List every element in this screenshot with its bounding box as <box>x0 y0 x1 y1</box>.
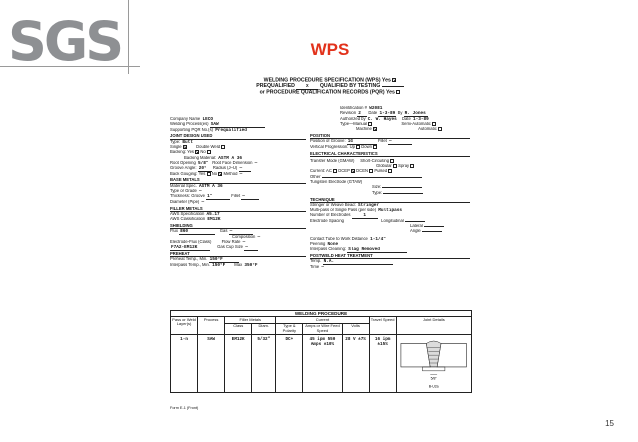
gas-label: Gas <box>219 229 228 234</box>
form-footer: Form E-1 (Front) <box>170 406 199 410</box>
material-spec-value: ASTM A 36 <box>198 184 248 189</box>
method-value: — <box>239 172 251 177</box>
qualified-by-testing-field <box>382 86 404 87</box>
sgs-logo <box>6 8 131 66</box>
thickness-label: Thickness: <box>170 194 191 199</box>
type-grade-label: Type or Grade <box>170 189 197 194</box>
other-value <box>322 177 422 178</box>
longitudinal-value <box>405 221 425 222</box>
back-gouging-yes-label: Yes <box>198 171 206 176</box>
pqr-label: or PROCEDURE QUALIFICATION RECORDS (PQR) Yes <box>259 89 395 96</box>
back-gouging-label: Back Gouging: <box>170 171 198 176</box>
globular-label: Globular <box>376 164 392 169</box>
backing-material-value: ASTM A 36 <box>217 156 257 161</box>
prequalified-label: PREQUALIFIED <box>256 83 295 89</box>
automatic-box <box>438 127 442 131</box>
header-rule-horizontal <box>0 66 140 67</box>
semi-automatic-box <box>432 122 436 126</box>
globular-box <box>393 164 397 168</box>
pqr-yes-box <box>396 90 400 94</box>
tungsten-type-value <box>383 193 423 194</box>
qualified-by-testing-label: QUALIFIED BY TESTING <box>319 83 381 89</box>
transfer-mode-label: Transfer Mode (GMAW) <box>310 158 355 163</box>
cell-amps: 45 ipm 550 Amps ±10% <box>303 334 342 392</box>
contact-tube-value: 1-1/4" <box>369 237 399 242</box>
joint-type-label: Type: <box>170 139 181 144</box>
tungsten-size-value <box>382 187 422 188</box>
angle-value <box>422 231 442 232</box>
double-weld-box <box>221 145 225 149</box>
radius-label: Radius (J–U) <box>212 166 238 171</box>
machine-label: Machine <box>356 127 372 132</box>
fillet-position-value: — <box>388 139 412 144</box>
backing-no-label: No <box>200 150 206 155</box>
stringer-weave-label: Stringer or Weave Bead: <box>310 202 356 207</box>
col-polarity: Type & Polarity <box>276 323 303 334</box>
tungsten-type-label: Type: <box>372 190 383 195</box>
root-opening-label: Root Opening <box>170 160 196 165</box>
electrode-spacing-label: Electrode Spacing <box>310 218 344 223</box>
composition-value: — <box>256 235 270 240</box>
technique-heading: TECHNIQUE <box>310 198 470 203</box>
form-header <box>190 78 470 96</box>
authorized-by-value: C. W. Hayes <box>367 117 401 122</box>
backing-no-box <box>207 150 211 154</box>
lateral-value <box>424 226 444 227</box>
spray-box <box>410 164 414 168</box>
electrical-heading: ELECTRICAL CHARACTERISTICS <box>310 152 470 157</box>
num-electrodes-label: Number of Electrodes <box>310 213 351 218</box>
thickness-fillet-value: — <box>241 194 259 199</box>
wps-form <box>170 78 470 418</box>
right-plate <box>437 344 466 367</box>
groove-angle-label: Groove Angle: <box>170 166 197 171</box>
header-rule-vertical <box>128 0 129 74</box>
angle-label: Angle <box>410 229 421 234</box>
procedure-title: WELDING PROCEDURE <box>170 310 472 316</box>
up-box <box>356 145 360 149</box>
backing-label: Backing: <box>170 150 187 155</box>
peening-label: Peening <box>310 241 326 246</box>
double-weld-label: Double Weld <box>196 145 221 150</box>
joint-dimension: 5/8" <box>430 376 437 381</box>
aws-class-value: EM12K <box>206 217 246 222</box>
authorized-date-label: Date <box>401 116 411 121</box>
base-metals-heading: BASE METALS <box>170 178 306 183</box>
spray-label: Spray <box>398 164 410 169</box>
electrode-flux-label: Electrode-Flux (Class) <box>170 239 212 244</box>
backing-material-label: Backing Material: <box>184 155 217 160</box>
backing-bar <box>423 367 445 371</box>
thickness-groove-label: Groove <box>191 194 205 199</box>
joint-type-value: Butt <box>181 140 241 145</box>
diameter-label: Diameter (Pipe) <box>170 199 200 204</box>
short-circuit-box <box>390 159 394 163</box>
preheat-min-label: Preheat Temp., Min. <box>170 257 208 262</box>
col-travel-speed: Travel Speed <box>369 317 396 335</box>
pwht-time-label: Time <box>310 264 320 269</box>
supporting-pqr-label: Supporting PQR No.(s) <box>170 127 214 132</box>
joint-designation: B-U2a <box>428 384 439 389</box>
cell-diam: 5/32" <box>252 334 276 392</box>
cell-polarity: DC+ <box>276 334 303 392</box>
back-gouging-no-label: No <box>211 171 218 176</box>
back-gouging-yes-box <box>207 172 211 176</box>
root-face-label: Root Face Dimension <box>212 160 253 165</box>
pulsed-label: Pulsed <box>374 169 388 174</box>
peening-value: None <box>327 242 377 247</box>
position-heading: POSITION <box>310 134 470 139</box>
process-type-manual-label: Type—Manual <box>340 121 367 126</box>
cell-process: SAW <box>198 334 225 392</box>
lateral-label: Lateral <box>410 224 423 229</box>
current-group: Current <box>276 317 369 324</box>
composition-label: Composition <box>232 234 256 239</box>
col-pass: Pass or Weld Layer(s) <box>171 317 198 335</box>
page-number: 15 <box>605 419 614 428</box>
dcen-label: DCEN <box>356 169 369 174</box>
company-name-label: Company Name <box>170 117 201 121</box>
form-title: WELDING PROCEDURE SPECIFICATION (WPS) Yes <box>263 77 391 84</box>
pwht-time-value: — <box>320 265 390 270</box>
tungsten-size-label: Size: <box>372 185 382 190</box>
single-box: X <box>183 145 187 151</box>
interpass-cleaning-value: Slag Removed <box>347 247 407 252</box>
up-label: Up <box>349 144 355 149</box>
semi-automatic-label: Semi-Automatic <box>401 121 431 126</box>
joint-sketch <box>397 335 470 391</box>
thickness-fillet-label: Fillet <box>231 194 241 199</box>
joint-design-heading: JOINT DESIGN USED <box>170 134 306 139</box>
dcep-box: X <box>351 169 355 175</box>
welding-procedure-table <box>170 310 472 393</box>
col-amps: Amps or Wire Feed Speed <box>303 323 342 334</box>
material-spec-label: Material Spec. <box>170 183 197 188</box>
aws-class-label: AWS Classification <box>170 217 206 222</box>
sgs-logo-mark <box>6 8 131 66</box>
revision-by-label: By <box>397 111 403 116</box>
dcen-box <box>369 169 373 173</box>
cell-volts: 28 V ±7% <box>342 334 369 392</box>
other-label: Other <box>310 174 321 179</box>
tungsten-label: Tungsten Electrode (GTAW) <box>310 180 363 185</box>
interpass-cleaning-label: Interpass Cleaning: <box>310 247 347 252</box>
revision-label: Revision <box>340 111 357 116</box>
interpass-max-value: 350°F <box>243 263 265 268</box>
welding-process-value: SAW <box>210 122 265 127</box>
prequalified-mark: X <box>296 84 318 90</box>
company-name-value: LECO <box>201 117 261 122</box>
filler-metals-group: Filler Metals <box>225 317 276 324</box>
authorized-date-value: 1-3-89 <box>412 116 429 122</box>
back-gouging-no-box: X <box>219 171 222 177</box>
weld-joint-diagram <box>397 335 470 391</box>
revision-date-value: 1-3-89 <box>379 111 396 117</box>
cell-travel: 16 ipm ±15% <box>369 334 396 392</box>
revision-by-value: R. Jones <box>404 111 426 117</box>
sgs-logo-text: SGS <box>8 10 122 66</box>
slide-title: WPS <box>310 40 350 59</box>
automatic-label: Automatic <box>418 127 437 132</box>
aws-spec-label: AWS Specification <box>170 211 205 216</box>
electrode-flux-value: F7A2-EM12K <box>170 245 210 250</box>
aws-spec-value: A5.17 <box>205 212 245 217</box>
multipass-value: Multipass <box>377 208 407 213</box>
root-face-value: — <box>254 161 266 166</box>
ac-box <box>333 169 337 173</box>
root-opening-value: 5/8" <box>197 161 211 166</box>
groove-position-value: 1G <box>347 139 377 144</box>
fillet-position-label: Fillet <box>377 139 387 144</box>
manual-box <box>368 122 372 126</box>
stringer-weave-value: Stringer <box>357 203 401 208</box>
machine-box: X <box>374 127 377 133</box>
preheat-heading: PREHEAT <box>170 252 306 257</box>
interpass-min-value: 150°F <box>211 263 233 268</box>
cell-pass: 1-n <box>171 334 198 392</box>
num-electrodes-value: 1 <box>352 213 378 218</box>
left-plate <box>401 344 430 367</box>
short-circuit-label: Short-Circuiting <box>360 158 390 163</box>
col-diam: Diam. <box>252 323 276 334</box>
form-left-column <box>170 106 306 268</box>
flow-rate-label: Flow Rate <box>221 239 241 244</box>
dcep-label: DCEP <box>338 169 350 174</box>
down-label: Down <box>361 144 372 149</box>
filler-metals-heading: FILLER METALS <box>170 207 306 212</box>
method-label: Method <box>223 171 238 176</box>
longitudinal-label: Longitudinal <box>381 218 404 223</box>
backing-yes-box: X <box>196 150 199 156</box>
cell-class: EM12K <box>225 334 252 392</box>
down-box <box>373 145 377 149</box>
identification-value: W2081 <box>368 106 418 111</box>
single-label: Single <box>170 145 182 150</box>
flow-rate-value: — <box>242 240 256 245</box>
gas-value: — <box>229 229 253 234</box>
groove-angle-value: 20° <box>198 166 212 171</box>
cell-joint-details <box>396 334 471 392</box>
col-joint-details: Joint Details <box>396 317 471 335</box>
col-volts: Volts <box>342 323 369 334</box>
type-grade-value: — <box>198 189 248 194</box>
revision-date-label: Date <box>368 111 378 116</box>
flux-value: 860 <box>179 229 215 234</box>
supporting-pqr-value: Prequalified <box>214 128 264 133</box>
pwht-temp-value: N.A. <box>323 259 393 264</box>
identification-label: Identification # <box>340 106 368 110</box>
interpass-min-label: Interpass Temp., Min. <box>170 262 210 267</box>
revision-value: 2 <box>357 111 367 116</box>
flux-label: Flux <box>170 229 178 234</box>
pulsed-box <box>388 169 392 173</box>
radius-value: — <box>239 166 251 171</box>
form-right-column <box>310 106 470 270</box>
contact-tube-label: Contact Tube to Work Distance <box>310 236 368 241</box>
interpass-max-label: Max <box>234 262 243 267</box>
col-process: Process <box>198 317 225 335</box>
multipass-label: Multi-pass or Single Pass (per side) <box>310 208 377 213</box>
gas-cup-label: Gas Cup Size <box>217 245 244 250</box>
col-class: Class <box>225 323 252 334</box>
gas-cup-value: — <box>244 245 258 250</box>
current-ac-label: Current: AC <box>310 169 332 174</box>
authorized-by-label: Authorized by <box>340 116 366 121</box>
pwht-temp-label: Temp. <box>310 259 322 264</box>
preheat-min-value: 150°F <box>209 257 239 262</box>
pwht-heading: POSTWELD HEAT TREATMENT <box>310 254 470 259</box>
thickness-groove-value: 1" <box>206 194 230 199</box>
table-row <box>171 334 472 392</box>
welding-process-label: Welding Process(es) <box>170 122 209 127</box>
shielding-heading: SHIELDING <box>170 224 306 229</box>
groove-position-label: Position of Groove: <box>310 139 346 144</box>
wps-yes-box: X <box>393 78 396 83</box>
diameter-value: — <box>201 200 251 205</box>
vertical-progression-label: Vertical Progression: <box>310 144 349 149</box>
backing-yes-label: Yes <box>187 150 194 155</box>
